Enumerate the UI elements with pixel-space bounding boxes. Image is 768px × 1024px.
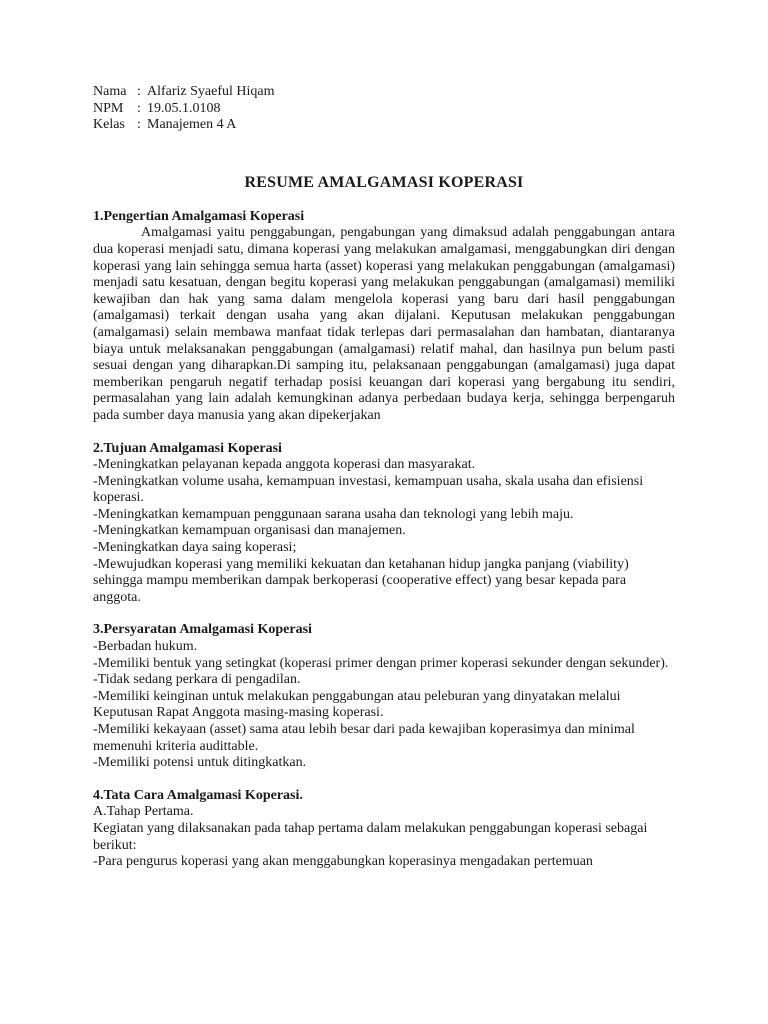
list-item: -Berbadan hukum.	[93, 639, 198, 655]
list-item: -Meningkatkan kemampuan organisasi dan manajemen.	[93, 523, 406, 539]
identity-block	[93, 84, 275, 134]
identity-label: NPM	[93, 100, 124, 116]
identity-separator: :	[137, 100, 141, 116]
identity-separator: :	[137, 117, 141, 133]
list-item: Kegiatan yang dilaksanakan pada tahap pertama dalam melakukan penggabungan koperasi sebagai berikut:	[93, 820, 648, 853]
identity-row	[93, 84, 275, 101]
list-item: -Mewujudkan koperasi yang memiliki kekuatan dan ketahanan hidup jangka panjang (viability) sehingga mampu memberikan dampak berkoperasi (cooperative effect) yang besar kepada para anggota.	[93, 556, 629, 605]
list-item: -Meningkatkan kemampuan penggunaan sarana usaha dan teknologi yang lebih maju.	[93, 506, 574, 522]
list-item: -Meningkatkan pelayanan kepada anggota koperasi dan masyarakat.	[93, 457, 476, 473]
document-body	[93, 84, 675, 887]
identity-value: Manajemen 4 A	[147, 117, 237, 133]
list-item: -Meningkatkan daya saing koperasi;	[93, 540, 297, 556]
section-heading: 3.Persyaratan Amalgamasi Koperasi	[93, 622, 312, 638]
section-pengertian	[93, 209, 675, 425]
document-title: RESUME AMALGAMASI KOPERASI	[244, 173, 524, 191]
list-item: -Memiliki kekayaan (asset) sama atau lebih besar dari pada kewajiban koperasimya dan minimal memenuhi kriteria audittable.	[93, 722, 635, 754]
identity-value: 19.05.1.0108	[147, 100, 221, 116]
identity-label: Kelas	[93, 117, 125, 133]
identity-label: Nama	[93, 84, 127, 99]
section-paragraph: Amalgamasi yaitu penggabungan, pengabungan yang dimaksud adalah penggabungan antara dua koperasi menjadi satu, dimana koperasi yang melakukan amalgamasi, menggabungkan diri dengan koperasi yang lain sehingga semua harta (asset) koperasi yang melakukan penggabungan (amalgamasi) menjadi satu kesatuan, dengan begitu koperasi yang melakukan penggabungan (amalgamasi) memiliki kewajiban dan hak yang sama dalam mengelola koperasi yang baru dari hasil penggabungan (amalgamasi) terkait dengan usaha yang akan dijalani. Keputusan melakukan penggabungan (amalgamasi) selain membawa manfaat tidak terlepas dari permasalahan dan hambatan, diantaranya biaya untuk melaksanakan penggabungan (amalgamasi) relatif mahal, dan hasilnya pun belum pasti sesuai dengan yang diharapkan.Di samping itu, pelaksanaan penggabungan (amalgamasi) juga dapat memberikan pengaruh negatif terhadap posisi keuangan dari koperasi yang bergabung itu sendiri, permasalahan yang lain adalah kemungkinan adanya perbedaan budaya kerja, sehingga berpengaruh pada sumber daya manusia yang akan dipekerjakan	[93, 225, 675, 423]
identity-row	[93, 117, 275, 134]
list-item: -Memiliki potensi untuk ditingkatkan.	[93, 755, 307, 771]
list-item: -Tidak sedang perkara di pengadilan.	[93, 672, 301, 688]
section-tujuan	[93, 441, 675, 607]
list-item: -Memiliki bentuk yang setingkat (koperasi primer dengan primer koperasi sekunder dengan sekunder).	[93, 655, 669, 671]
identity-separator: :	[137, 84, 141, 99]
section-persyaratan	[93, 622, 675, 771]
section-heading: 2.Tujuan Amalgamasi Koperasi	[93, 440, 282, 456]
list-item: -Para pengurus koperasi yang akan menggabungkan koperasinya mengadakan pertemuan	[93, 854, 593, 870]
list-item: -Meningkatkan volume usaha, kemampuan investasi, kemampuan usaha, skala usaha dan efisiensi koperasi.	[93, 473, 644, 506]
section-heading: 1.Pengertian Amalgamasi Koperasi	[93, 208, 305, 224]
list-item: -Memiliki keinginan untuk melakukan penggabungan atau peleburan yang dinyatakan melalui Keputusan Rapat Anggota masing-masing koperasi.	[93, 688, 621, 721]
section-tata-cara	[93, 788, 675, 871]
section-heading: 4.Tata Cara Amalgamasi Koperasi.	[93, 787, 303, 803]
identity-row	[93, 101, 275, 118]
list-item: A.Tahap Pertama.	[93, 804, 194, 820]
identity-value: Alfariz Syaeful Hiqam	[147, 84, 275, 99]
